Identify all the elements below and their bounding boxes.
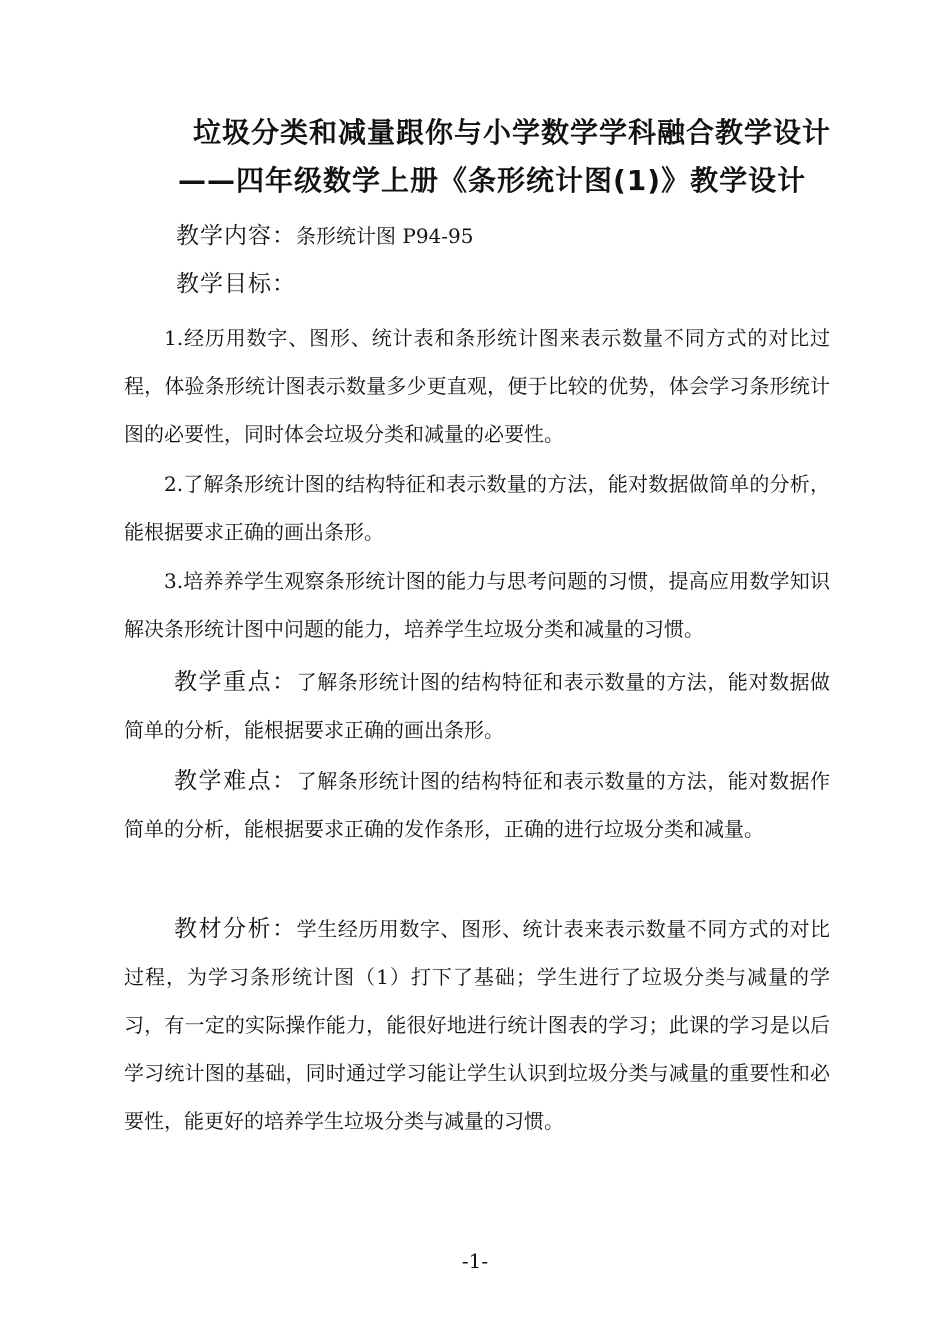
teaching-content	[176, 222, 473, 250]
document-title: 垃圾分类和减量跟你与小学数学学科融合教学设计	[193, 116, 832, 149]
key-points	[124, 658, 830, 754]
teaching-content-text: 条形统计图 P94-95	[296, 224, 474, 248]
document-subtitle: ——四年级数学上册《条形统计图(1)》教学设计	[178, 164, 807, 197]
teaching-objectives	[176, 270, 296, 298]
difficulties-label: 教学难点：	[174, 768, 297, 794]
teaching-objectives-label: 教学目标：	[176, 271, 296, 297]
textbook-analysis-text: 学生经历用数字、图形、统计表来表示数量不同方式的对比过程，为学习条形统计图（1）打下了基础；学生进行了垃圾分类与减量的学习，有一定的实际操作能力，能很好地进行统计图表的学习；此课的学习是以后学习统计图的基础，同时通过学习能让学生认识到垃圾分类与减量的重要性和必要性，能更好的培养学生垃圾分类与减量的习惯。	[124, 917, 831, 1133]
page-number: -1-	[461, 1249, 489, 1273]
objective-item: 2.了解条形统计图的结构特征和表示数量的方法，能对数据做简单的分析，能根据要求正确的画出条形。	[124, 472, 830, 544]
key-points-text: 了解条形统计图的结构特征和表示数量的方法，能对数据做简单的分析，能根据要求正确的画出条形。	[124, 670, 831, 742]
teaching-content-label: 教学内容：	[176, 223, 296, 249]
objective-item: 1.经历用数字、图形、统计表和条形统计图来表示数量不同方式的对比过程，体验条形统计图表示数量多少更直观，便于比较的优势，体会学习条形统计图的必要性，同时体会垃圾分类和减量的必要性。	[124, 326, 830, 446]
textbook-analysis	[124, 905, 830, 1145]
key-points-label: 教学重点：	[174, 669, 297, 695]
difficulties	[124, 757, 830, 853]
textbook-analysis-label: 教材分析：	[174, 916, 297, 942]
objective-item: 3.培养养学生观察条形统计图的能力与思考问题的习惯，提高应用数学知识解决条形统计图中问题的能力，培养学生垃圾分类和减量的习惯。	[124, 569, 830, 641]
difficulties-text: 了解条形统计图的结构特征和表示数量的方法，能对数据作简单的分析，能根据要求正确的发作条形，正确的进行垃圾分类和减量。	[124, 769, 831, 841]
